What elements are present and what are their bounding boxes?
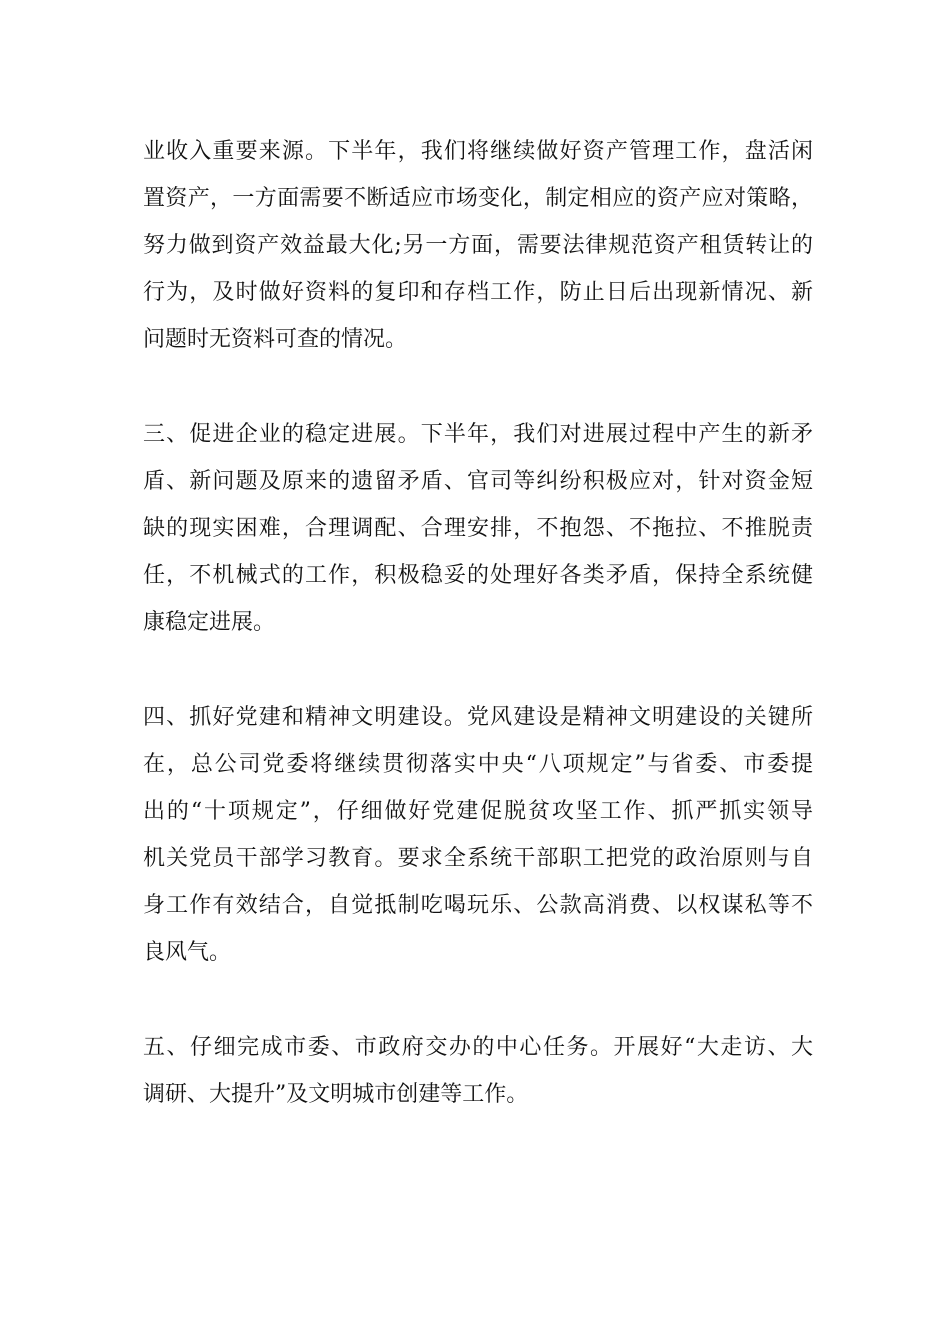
document-body — [143, 128, 813, 1118]
text-line: 问题时无资料可查的情况。 — [143, 327, 408, 352]
text-line: 出的“十项规定”，仔细做好党建促脱贫攻坚工作、抓严抓实领导 — [143, 799, 813, 824]
paragraph-section-three — [143, 411, 813, 646]
text-line: 在，总公司党委将继续贯彻落实中央“八项规定”与省委、市委提 — [143, 752, 813, 777]
text-line: 置资产，一方面需要不断适应市场变化，制定相应的资产应对策略， — [143, 186, 813, 211]
text-line: 努力做到资产效益最大化;另一方面，需要法律规范资产租赁转让的 — [143, 233, 813, 258]
text-line: 行为，及时做好资料的复印和存档工作，防止日后出现新情况、新 — [143, 280, 813, 305]
text-line: 四、抓好党建和精神文明建设。党风建设是精神文明建设的关键所 — [143, 705, 813, 730]
text-line: 调研、大提升”及文明城市创建等工作。 — [143, 1082, 529, 1107]
text-line: 三、促进企业的稳定进展。下半年，我们对进展过程中产生的新矛 — [143, 422, 813, 447]
text-line: 业收入重要来源。下半年，我们将继续做好资产管理工作，盘活闲 — [143, 139, 813, 164]
paragraph-section-four — [143, 694, 813, 976]
text-line: 缺的现实困难，合理调配、合理安排，不抱怨、不拖拉、不推脱责 — [143, 516, 813, 541]
text-line: 良风气。 — [143, 940, 232, 965]
paragraph-asset-management — [143, 128, 813, 363]
paragraph-section-five — [143, 1024, 813, 1118]
paragraph-spacer — [143, 976, 813, 1024]
text-line: 机关党员干部学习教育。要求全系统干部职工把党的政治原则与自 — [143, 846, 813, 871]
paragraph-spacer — [143, 646, 813, 694]
text-line: 康稳定进展。 — [143, 610, 276, 635]
text-line: 五、仔细完成市委、市政府交办的中心任务。开展好“大走访、大 — [143, 1035, 813, 1060]
text-line: 任，不机械式的工作，积极稳妥的处理好各类矛盾，保持全系统健 — [143, 563, 813, 588]
text-line: 盾、新问题及原来的遗留矛盾、官司等纠纷积极应对，针对资金短 — [143, 469, 813, 494]
paragraph-spacer — [143, 363, 813, 411]
text-line: 身工作有效结合，自觉抵制吃喝玩乐、公款高消费、以权谋私等不 — [143, 893, 813, 918]
